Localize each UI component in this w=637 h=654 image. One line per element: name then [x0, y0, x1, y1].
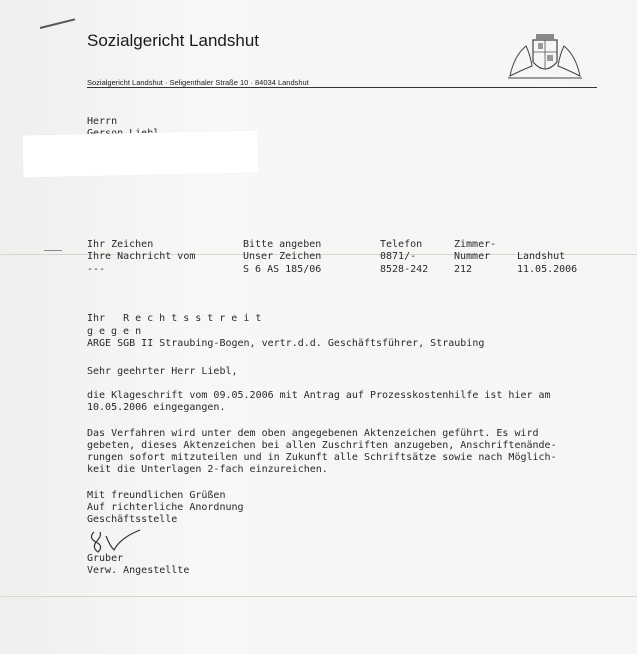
- body-para2-line2: gebeten, dieses Aktenzeichen bei allen Zuschriften anzugeben, Anschriftenände-: [87, 440, 557, 451]
- ref-value-ihr-zeichen: ---: [87, 264, 106, 275]
- body-para1-line1: die Klageschrift vom 09.05.2006 mit Antrag auf Prozesskostenhilfe ist hier am: [87, 390, 551, 401]
- subject-line-2: gegen: [87, 326, 148, 337]
- ref-value-telefon: 8528-242: [380, 264, 429, 275]
- coat-of-arms-icon: [500, 30, 590, 82]
- signer-name: Gruber: [87, 553, 124, 564]
- ref-label-nummer: Nummer: [454, 251, 491, 262]
- ref-label-telefon: Telefon: [380, 239, 423, 250]
- signature-icon: [86, 528, 146, 554]
- body-para2-line1: Das Verfahren wird unter dem oben angegebenen Aktenzeichen geführt. Es wird: [87, 428, 539, 439]
- margin-mark: [44, 250, 62, 251]
- subject-line-3: ARGE SGB II Straubing-Bogen, vertr.d.d. Geschäftsführer, Straubing: [87, 338, 485, 349]
- recipient-salutation: Herrn: [87, 116, 118, 127]
- subject-line-1: [87, 313, 267, 325]
- closing-line-1: Mit freundlichen Grüßen: [87, 490, 226, 501]
- ref-value-zimmer: 212: [454, 264, 473, 275]
- fold-line: [0, 596, 637, 597]
- ref-label-ort: Landshut: [517, 251, 566, 262]
- court-name: Sozialgericht Landshut: [87, 31, 260, 50]
- subject-spaced-word: Rechtsstreit: [123, 313, 268, 324]
- ref-value-datum: 11.05.2006: [517, 264, 578, 275]
- subject-prefix: Ihr: [87, 313, 106, 324]
- ref-label-bitte-angeben: Bitte angeben: [243, 239, 322, 250]
- ref-label-unser-zeichen: Unser Zeichen: [243, 251, 322, 262]
- signer-title: Verw. Angestellte: [87, 565, 190, 576]
- ref-value-aktenzeichen: S 6 AS 185/06: [243, 264, 322, 275]
- ref-label-zimmer: Zimmer-: [454, 239, 497, 250]
- body-para2-line3: rungen sofort mitzuteilen und in Zukunft alle Schriftsätze sowie nach Möglich-: [87, 452, 557, 463]
- closing-line-3: Geschäftsstelle: [87, 514, 178, 525]
- closing-line-2: Auf richterliche Anordnung: [87, 502, 244, 513]
- redaction-patch: [23, 131, 259, 178]
- ref-label-ihr-zeichen: Ihr Zeichen: [87, 239, 154, 250]
- body-para1-line2: 10.05.2006 eingegangen.: [87, 402, 226, 413]
- ref-label-ihre-nachricht: Ihre Nachricht vom: [87, 251, 196, 262]
- ref-value-telefon-prefix: 0871/-: [380, 251, 417, 262]
- greeting: Sehr geehrter Herr Liebl,: [87, 366, 238, 377]
- body-para2-line4: keit die Unterlagen 2-fach einzureichen.: [87, 464, 328, 475]
- sender-address-line: Sozialgericht Landshut · Seligenthaler Straße 10 · 84034 Landshut: [87, 78, 309, 87]
- header-rule: [87, 87, 597, 88]
